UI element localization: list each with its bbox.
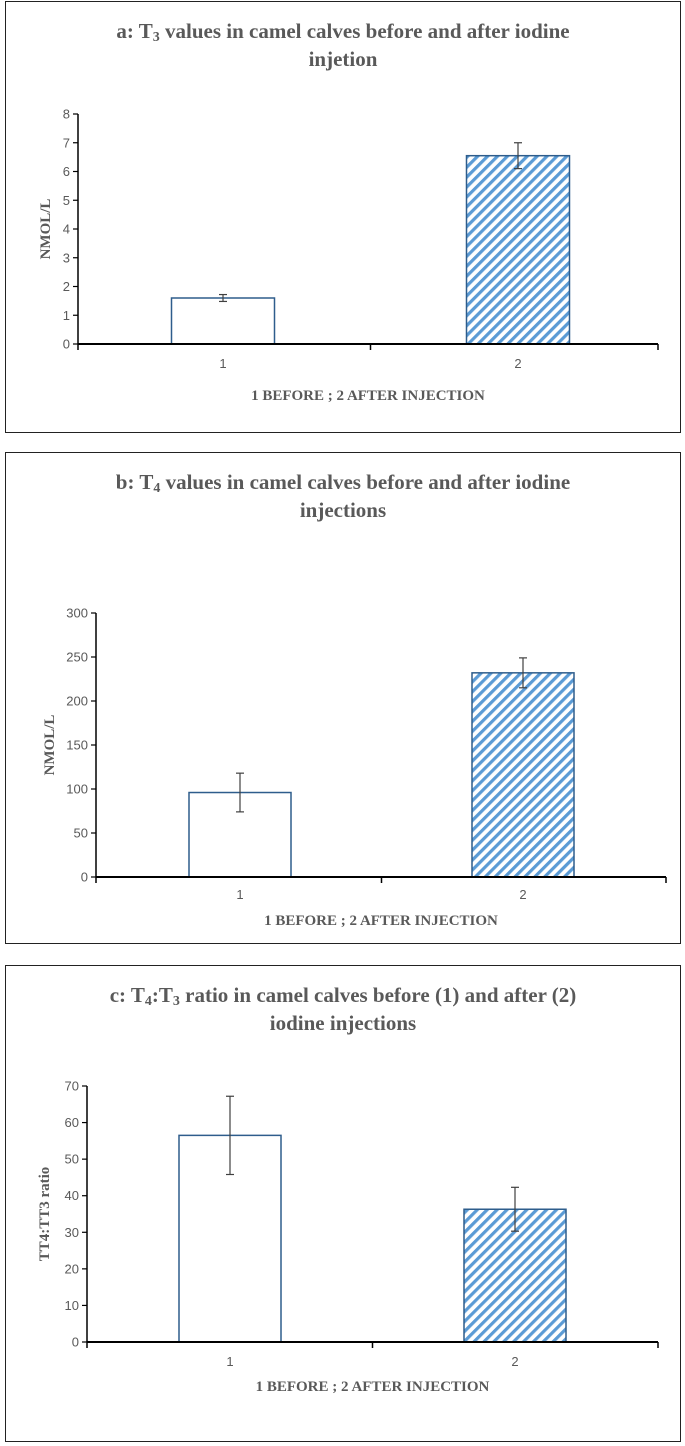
y-tick-label: 200 <box>66 693 88 709</box>
y-tick-label: 50 <box>73 825 88 841</box>
x-axis-title: 1 BEFORE ; 2 AFTER INJECTION <box>255 1379 490 1395</box>
y-tick-label: 6 <box>62 164 70 179</box>
x-tick-label: 2 <box>519 887 527 902</box>
title-line2: iodine injections <box>269 1011 417 1035</box>
chart-panel-a <box>5 1 681 433</box>
x-tick-label: 1 <box>226 1354 234 1369</box>
y-tick-label: 250 <box>66 649 88 665</box>
chart-panel-c <box>5 965 681 1442</box>
title-part: ratio in camel calves before (1) and after (2) <box>179 983 577 1007</box>
title-subscript: 3 <box>172 994 180 1009</box>
title-part: values in camel calves before and after iodine <box>159 19 570 43</box>
title-part: :T <box>151 983 173 1007</box>
y-tick-label: 3 <box>62 250 70 266</box>
bar-2 <box>467 156 570 344</box>
y-tick-label: 60 <box>64 1115 79 1131</box>
title-line2: injections <box>299 498 387 522</box>
chart-panel-b <box>5 452 681 944</box>
title-part: b: T <box>115 470 154 494</box>
y-axis-title: TT4:TT3 ratio <box>37 1166 53 1262</box>
y-tick-label: 100 <box>66 781 88 797</box>
y-tick-label: 2 <box>62 279 70 294</box>
y-tick-label: 40 <box>64 1188 79 1204</box>
y-tick-label: 300 <box>66 605 88 621</box>
bar-chart-svg <box>6 453 682 945</box>
bar-2 <box>472 673 574 877</box>
y-tick-label: 20 <box>64 1261 79 1277</box>
y-tick-label: 10 <box>64 1297 79 1313</box>
y-tick-label: 0 <box>80 869 88 885</box>
title-part: a: T <box>116 19 153 43</box>
y-tick-label: 30 <box>64 1224 79 1240</box>
y-tick-label: 4 <box>62 221 70 237</box>
y-tick-label: 7 <box>62 135 70 151</box>
x-tick-label: 2 <box>511 1354 519 1369</box>
title-subscript: 4 <box>144 994 152 1009</box>
bar-chart-svg <box>6 2 682 434</box>
title-subscript: 4 <box>153 481 161 496</box>
y-tick-label: 8 <box>62 106 70 122</box>
y-tick-label: 50 <box>64 1151 79 1167</box>
x-axis-title: 1 BEFORE ; 2 AFTER INJECTION <box>264 913 498 929</box>
y-tick-label: 150 <box>66 737 88 753</box>
y-axis-title: NMOL/L <box>42 714 58 776</box>
bar-1 <box>172 298 275 344</box>
title-subscript: 3 <box>152 30 160 45</box>
title-part: c: T <box>109 983 145 1007</box>
x-tick-label: 1 <box>219 356 227 371</box>
y-tick-label: 5 <box>62 192 70 208</box>
x-tick-label: 2 <box>514 356 522 371</box>
y-tick-label: 0 <box>71 1334 79 1350</box>
y-tick-label: 0 <box>62 336 70 352</box>
title-part: values in camel calves before and after iodine <box>160 470 571 494</box>
x-axis-title: 1 BEFORE ; 2 AFTER INJECTION <box>251 388 485 404</box>
bar-chart-svg <box>6 966 682 1443</box>
title-line2: injetion <box>308 47 378 71</box>
y-tick-label: 70 <box>64 1078 79 1094</box>
y-axis-title: NMOL/L <box>38 198 54 260</box>
x-tick-label: 1 <box>236 887 244 902</box>
y-tick-label: 1 <box>62 307 70 323</box>
